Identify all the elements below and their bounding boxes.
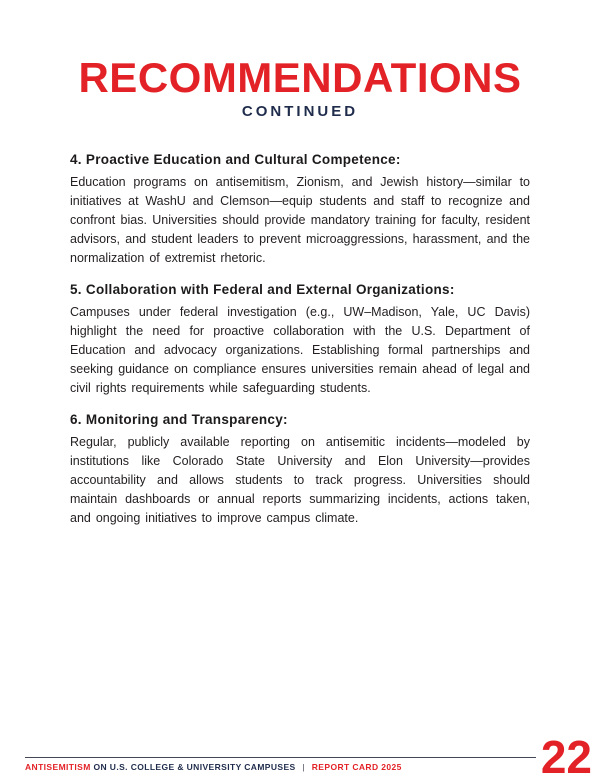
- page-number: 22: [540, 731, 592, 776]
- footer-brand-word: ANTISEMITISM: [25, 762, 91, 772]
- section-heading: 5. Collaboration with Federal and External Organizations:: [70, 282, 455, 298]
- page-header: [0, 0, 600, 120]
- footer-separator: |: [302, 762, 305, 772]
- footer-divider: [25, 757, 536, 758]
- footer-report-label: REPORT CARD 2025: [311, 762, 402, 772]
- recommendation-section-4: [70, 152, 530, 268]
- section-heading: 6. Monitoring and Transparency:: [70, 412, 288, 428]
- recommendation-section-5: [70, 282, 530, 398]
- section-body: Regular, publicly available reporting on antisemitic incidents—modeled by institutions like Colorado State University and Elon University—provides accountability and allows students to track progress. Universities should maintain dashboards or annual reports summarizing incidents, actions taken, and ongoing initiatives to improve campus climate.: [70, 435, 530, 526]
- footer-brand-rest: ON U.S. COLLEGE & UNIVERSITY CAMPUSES: [93, 762, 296, 772]
- section-body: Education programs on antisemitism, Zionism, and Jewish history—similar to initiatives at WashU and Clemson—equip students and staff to recognize and confront bias. Universities should provide mandatory training for faculty, resident advisors, and student leaders to prevent microaggressions, harassment, and the normalization of extremist rhetoric.: [70, 175, 530, 266]
- section-heading: 4. Proactive Education and Cultural Competence:: [70, 152, 401, 168]
- recommendations-content: [0, 152, 600, 528]
- recommendation-section-6: [70, 412, 530, 528]
- page-title: RECOMMENDATIONS: [78, 54, 522, 101]
- section-body: Campuses under federal investigation (e.g., UW–Madison, Yale, UC Davis) highlight the need for proactive collaboration with the U.S. Department of Education and advocacy organizations. Establishing formal partnerships and seeking guidance on compliance ensures universities remain ahead of legal and civil rights requirements while safeguarding students.: [70, 305, 530, 396]
- footer-brand-line: [25, 762, 402, 772]
- page-subtitle: CONTINUED: [241, 103, 359, 121]
